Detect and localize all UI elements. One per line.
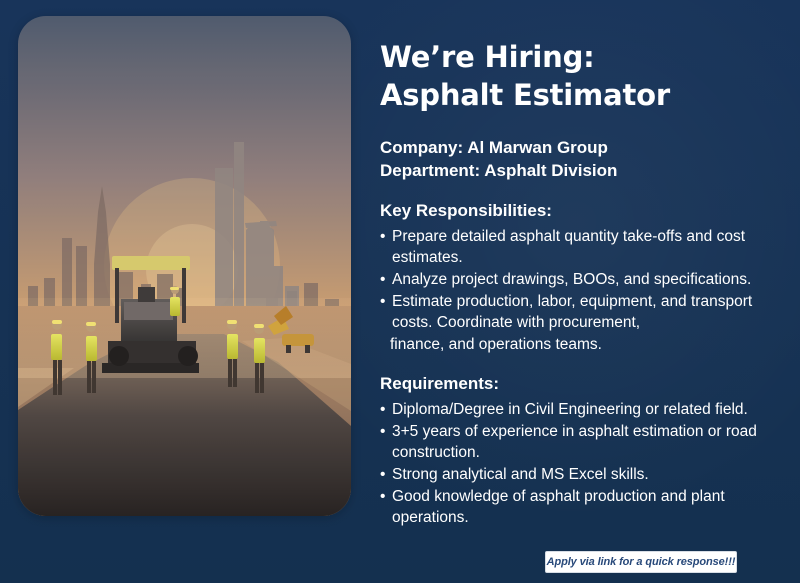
apply-link-button[interactable]: Apply via link for a quick response!!! [545, 551, 737, 573]
requirement-item-2: • 3+5 years of experience in asphalt estimation or road construction. [380, 421, 775, 463]
responsibility-continuation: finance, and operations teams. [390, 336, 602, 353]
responsibility-item-2: • Analyze project drawings, BOOs, and specifications. [380, 269, 775, 290]
company-info [380, 136, 775, 182]
title-line-2: Asphalt Estimator [380, 78, 670, 112]
asphalt-paving-site-image [18, 16, 351, 516]
job-details [380, 38, 775, 529]
requirements-section [380, 373, 775, 528]
responsibility-item-1: • Prepare detailed asphalt quantity take-offs and cost estimates. [380, 226, 775, 268]
responsibilities-title: Key Responsibilities: [380, 201, 552, 220]
requirements-list [380, 399, 775, 528]
responsibilities-section [380, 200, 775, 355]
company-name: Company: Al Marwan Group [380, 138, 608, 157]
requirements-title: Requirements: [380, 374, 500, 393]
requirement-item-3: • Strong analytical and MS Excel skills. [380, 464, 775, 485]
department-name: Department: Asphalt Division [380, 161, 618, 180]
page-title [380, 38, 775, 114]
requirement-item-1: • Diploma/Degree in Civil Engineering or related field. [380, 399, 775, 420]
hero-image [18, 16, 351, 516]
requirement-item-4: • Good knowledge of asphalt production and plant operations. [380, 486, 775, 528]
responsibilities-list [380, 226, 775, 333]
title-line-1: We’re Hiring: [380, 40, 595, 74]
responsibility-item-3: • Estimate production, labor, equipment, and transport costs. Coordinate with procurement, [380, 291, 775, 333]
